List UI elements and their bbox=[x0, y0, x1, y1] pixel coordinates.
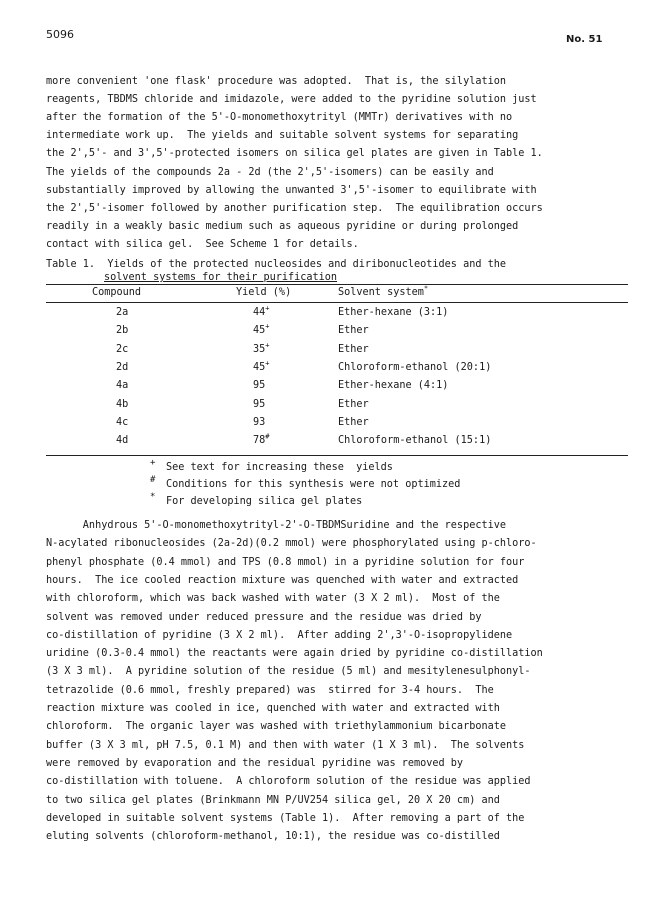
text-line: uridine (0.3-0.4 mmol) the reactants were again dried by pyridine co-distillation bbox=[46, 648, 543, 660]
cell-compound: 2b bbox=[116, 325, 129, 337]
cell-compound: 4c bbox=[116, 416, 129, 428]
text-line: buffer (3 X 3 ml, pH 7.5, 0.1 M) and then with water (1 X 3 ml). The solvents bbox=[46, 739, 525, 751]
cell-solvent: Chloroform-ethanol (20:1) bbox=[338, 361, 492, 373]
cell-yield: 95 bbox=[253, 398, 266, 410]
yield-footnote-mark: + bbox=[265, 359, 270, 368]
text-line: Anhydrous 5'-O-monomethoxytrityl-2'-O-TBDMSuridine and the respective bbox=[46, 520, 507, 531]
yield-footnote-mark: + bbox=[265, 304, 270, 313]
footnote-text: See text for increasing these yields bbox=[166, 462, 393, 473]
text-line: intermediate work up. The yields and suitable solvent systems for separating bbox=[46, 130, 519, 142]
cell-compound: 2d bbox=[116, 361, 129, 373]
text-line: tetrazolide (0.6 mmol, freshly prepared) was stirred for 3-4 hours. The bbox=[46, 684, 494, 696]
text-line: eluting solvents (chloroform-methanol, 10:1), the residue was co-distilled bbox=[46, 831, 500, 843]
cell-yield: 45+ bbox=[253, 322, 270, 337]
cell-solvent: Ether-hexane (3:1) bbox=[338, 307, 449, 318]
footnote-text: For developing silica gel plates bbox=[166, 496, 363, 507]
cell-yield: 45+ bbox=[253, 359, 270, 373]
text-line: reaction mixture was cooled in ice, quenched with water and extracted with bbox=[46, 703, 500, 714]
table-bottom-rule bbox=[46, 455, 628, 456]
footnote-mark: + bbox=[150, 458, 156, 468]
footnote-mark: # bbox=[150, 475, 156, 485]
cell-yield: 44+ bbox=[253, 304, 270, 318]
column-header-solvent-mark: * bbox=[423, 284, 429, 293]
footnote-mark: * bbox=[150, 492, 156, 502]
cell-compound: 2c bbox=[116, 343, 129, 355]
table-header-rule bbox=[46, 302, 628, 303]
table-caption: Table 1. Yields of the protected nucleosides and diribonucleotides and the bbox=[46, 259, 507, 270]
cell-solvent: Ether bbox=[338, 343, 369, 355]
text-line: The yields of the compounds 2a - 2d (the 2',5'-isomers) can be easily and bbox=[46, 166, 494, 178]
yield-footnote-mark: + bbox=[265, 341, 270, 350]
cell-yield: 78# bbox=[253, 432, 270, 447]
column-header-yield: Yield (%) bbox=[236, 287, 292, 298]
cell-solvent: Ether bbox=[338, 398, 369, 410]
table-top-rule bbox=[46, 284, 628, 285]
text-line: (3 X 3 ml). A pyridine solution of the residue (5 ml) and mesitylenesulphonyl- bbox=[46, 666, 531, 678]
cell-compound: 4b bbox=[116, 398, 129, 410]
text-line: substantially improved by allowing the unwanted 3',5'-isomer to equilibrate with bbox=[46, 184, 537, 196]
text-line: readily in a weakly basic medium such as aqueous pyridine or during prolonged bbox=[46, 220, 519, 232]
cell-compound: 4a bbox=[116, 380, 129, 392]
cell-solvent: Ether-hexane (4:1) bbox=[338, 380, 449, 392]
cell-yield: 93 bbox=[253, 416, 266, 428]
text-line: phenyl phosphate (0.4 mmol) and TPS (0.8 mmol) in a pyridine solution for four bbox=[46, 556, 525, 568]
column-header-solvent: Solvent system* bbox=[338, 284, 429, 298]
text-line: co-distillation of pyridine (3 X 2 ml). After adding 2',3'-O-isopropylidene bbox=[46, 629, 513, 641]
text-line: reagents, TBDMS chloride and imidazole, were added to the pyridine solution just bbox=[46, 94, 537, 106]
text-line: chloroform. The organic layer was washed with triethylammonium bicarbonate bbox=[46, 721, 507, 733]
footnote-text: Conditions for this synthesis were not optimized bbox=[166, 479, 461, 490]
text-line: to two silica gel plates (Brinkmann MN P/UV254 silica gel, 20 X 20 cm) and bbox=[46, 794, 500, 806]
text-line: more convenient 'one flask' procedure was adopted. That is, the silylation bbox=[46, 76, 507, 87]
text-line: hours. The ice cooled reaction mixture was quenched with water and extracted bbox=[46, 574, 519, 586]
text-line: solvent was removed under reduced pressure and the residue was dried by bbox=[46, 611, 482, 623]
text-line: the 2',5'-isomer followed by another purification step. The equilibration occurs bbox=[46, 202, 543, 214]
text-line: contact with silica gel. See Scheme 1 for details. bbox=[46, 238, 359, 250]
issue-number: No. 51 bbox=[566, 34, 603, 45]
text-line: with chloroform, which was back washed with water (3 X 2 ml). Most of the bbox=[46, 593, 500, 605]
cell-yield: 35+ bbox=[253, 341, 270, 355]
yield-footnote-mark: + bbox=[265, 322, 270, 331]
cell-solvent: Chloroform-ethanol (15:1) bbox=[338, 435, 492, 447]
text-line: the 2',5'- and 3',5'-protected isomers on silica gel plates are given in Table 1. bbox=[46, 148, 543, 160]
text-line: were removed by evaporation and the residual pyridine was removed by bbox=[46, 757, 464, 769]
text-line: N-acylated ribonucleosides (2a-2d)(0.2 mmol) were phosphorylated using p-chloro- bbox=[46, 538, 537, 550]
text-line: after the formation of the 5'-O-monomethoxytrityl (MMTr) derivatives with no bbox=[46, 112, 513, 124]
table-caption-continued: solvent systems for their purification bbox=[104, 272, 338, 283]
cell-compound: 4d bbox=[116, 435, 129, 447]
cell-solvent: Ether bbox=[338, 325, 369, 337]
page-number: 5096 bbox=[46, 28, 74, 41]
text-line: co-distillation with toluene. A chloroform solution of the residue was applied bbox=[46, 776, 531, 788]
cell-solvent: Ether bbox=[338, 416, 369, 428]
column-header-compound: Compound bbox=[92, 287, 142, 298]
cell-compound: 2a bbox=[116, 307, 129, 318]
cell-yield: 95 bbox=[253, 380, 266, 392]
text-line: developed in suitable solvent systems (Table 1). After removing a part of the bbox=[46, 812, 525, 824]
yield-footnote-mark: # bbox=[265, 432, 270, 441]
